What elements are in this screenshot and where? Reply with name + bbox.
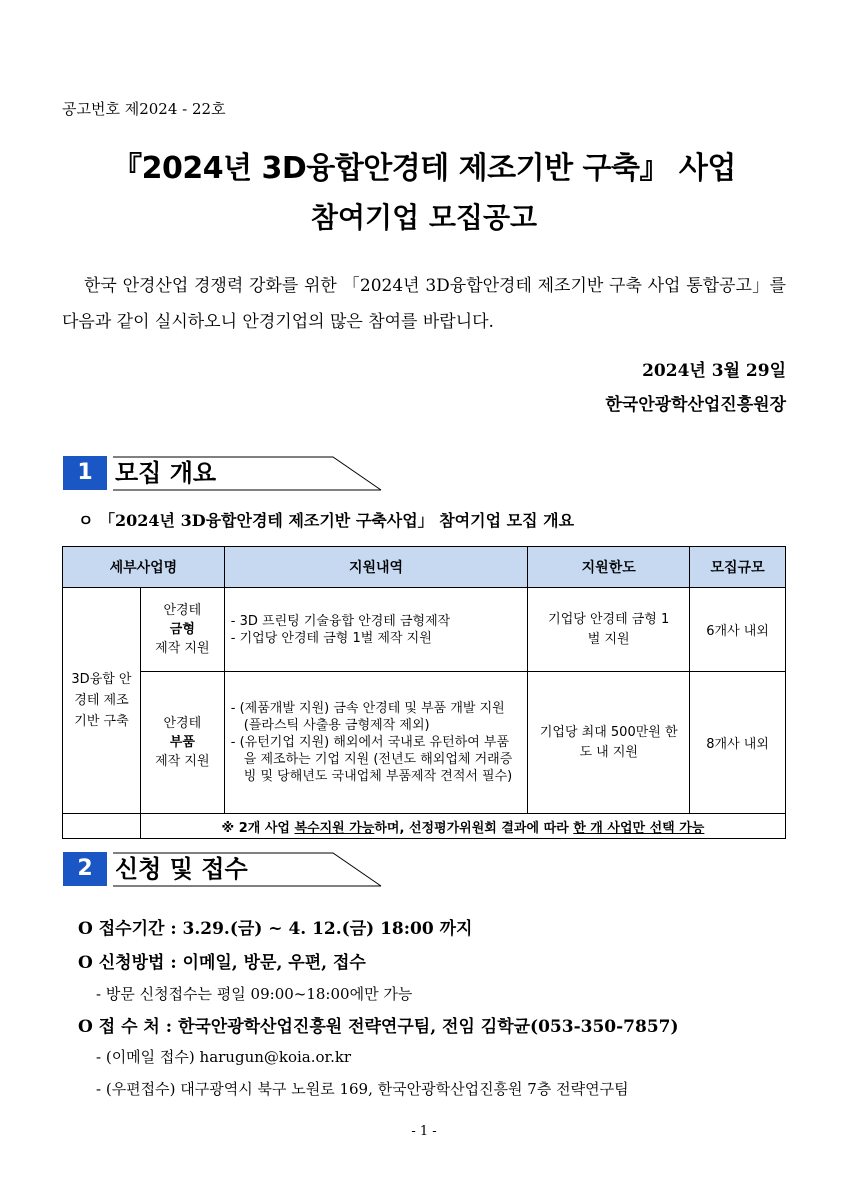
subprogram-prefix: 안경테	[163, 603, 202, 618]
table-row	[63, 588, 786, 672]
support-details	[224, 672, 528, 814]
header-details: 지원내역	[224, 547, 528, 588]
subprogram-bold: 금형	[169, 622, 195, 637]
detail-item: - 3D 프린팅 기술융합 안경테 금형제작	[230, 613, 451, 629]
table-note-row	[63, 814, 786, 839]
recruit-scale: 6개사 내외	[690, 588, 786, 672]
intro-text: 한국 안경산업 경쟁력 강화를 위한 「2024년 3D융합안경테 제조기반 구축 사업 통합공고」를 다음과 같이 실시하오니 안경기업의 많은 참여를 바랍니다.	[62, 276, 786, 332]
subprogram-suffix: 제작 지원	[155, 754, 210, 769]
table-row	[63, 672, 786, 814]
title-line1: 『2024년 3D융합안경테 제조기반 구축』 사업	[112, 151, 736, 186]
support-details	[224, 588, 528, 672]
detail-item: - 기업당 안경테 금형 1벌 제작 지원	[230, 630, 432, 646]
page-number: - 1 -	[411, 1124, 437, 1139]
note-underline-1: 복수지원 가능	[294, 820, 375, 836]
subprogram-cell	[140, 672, 224, 814]
title-line2: 참여기업 모집공고	[310, 201, 538, 234]
email-submission: - (이메일 접수) harugun@koia.or.kr	[96, 1048, 352, 1066]
notice-date: 2024년 3월 29일	[642, 361, 786, 381]
section2-header	[63, 852, 383, 886]
note-underline-2: 한 개 사업만 선택 가능	[573, 820, 705, 836]
subprogram-prefix: 안경테	[163, 716, 202, 731]
section2-number: 2	[63, 852, 107, 886]
detail-item: - (제품개발 지원) 금속 안경테 및 부품 개발 지원(플라스틱 사출용 금형제작 제외)	[230, 701, 505, 733]
note-prefix: ※ 2개 사업	[221, 820, 295, 836]
section2-title: 신청 및 접수	[115, 855, 248, 883]
support-limit: 기업당 안경테 금형 1벌 지원	[528, 588, 690, 672]
application-place: O 접 수 처 : 한국안광학산업진흥원 전략연구팀, 전임 김학균(053-350-7857)	[78, 1017, 679, 1037]
section1-header	[63, 456, 383, 490]
application-period: O 접수기간 : 3.29.(금) ~ 4. 12.(금) 18:00 까지	[78, 919, 473, 939]
method-note: - 방문 신청접수는 평일 09:00~18:00에만 가능	[96, 985, 413, 1003]
subprogram-suffix: 제작 지원	[155, 641, 210, 656]
table-header-row	[63, 547, 786, 588]
note-spacer	[63, 814, 141, 839]
support-limit: 기업당 최대 500만원 한도 내 지원	[528, 672, 690, 814]
section1-bullet: ㅇ 「2024년 3D융합안경테 제조기반 구축사업」 참여기업 모집 개요	[78, 511, 575, 530]
section1-number: 1	[63, 456, 107, 490]
notice-number: 공고번호 제2024 - 22호	[62, 100, 226, 118]
header-program: 세부사업명	[63, 547, 225, 588]
header-limit: 지원한도	[528, 547, 690, 588]
intro-paragraph	[62, 268, 786, 340]
table-note	[140, 814, 785, 839]
note-middle: 하며, 선정평가위원회 결과에 따라	[374, 820, 574, 836]
recruit-scale: 8개사 내외	[690, 672, 786, 814]
post-submission: - (우편접수) 대구광역시 북구 노원로 169, 한국안광학산업진흥원 7층 전략연구팀	[96, 1080, 629, 1098]
header-scale: 모집규모	[690, 547, 786, 588]
program-name: 3D융합 안경테 제조 기반 구축	[63, 588, 141, 814]
subprogram-cell	[140, 588, 224, 672]
section1-title: 모집 개요	[115, 459, 217, 487]
recruitment-table	[62, 546, 786, 839]
detail-item: - (유턴기업 지원) 해외에서 국내로 유턴하여 부품을 제조하는 기업 지원 (전년도 해외업체 거래증빙 및 당해년도 국내업체 부품제작 견적서 필수)	[230, 735, 513, 784]
organization-name: 한국안광학산업진흥원장	[605, 395, 786, 415]
application-method: O 신청방법 : 이메일, 방문, 우편, 접수	[78, 953, 366, 973]
subprogram-bold: 부품	[169, 735, 195, 750]
